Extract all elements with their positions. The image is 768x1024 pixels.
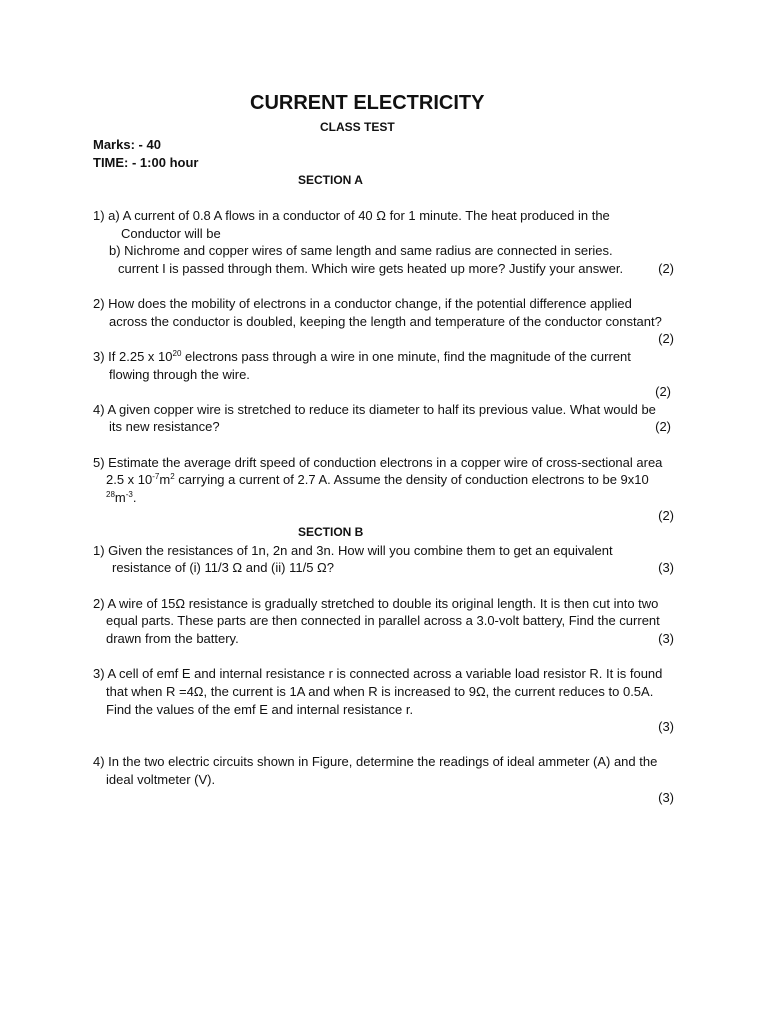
marks-value: (3) <box>658 719 674 734</box>
marks-value: (2) <box>658 331 674 346</box>
marks-value: (2) <box>658 261 674 276</box>
question-text: 4) In the two electric circuits shown in Figure, determine the readings of ideal ammeter (A) and the <box>93 754 658 769</box>
exponent: 2 <box>170 472 175 481</box>
question-text: 3) A cell of emf E and internal resistance r is connected across a variable load resistor R. It is found <box>93 666 663 681</box>
marks-value: (2) <box>658 508 674 523</box>
question-text: its new resistance? <box>109 419 220 434</box>
marks-value: (3) <box>658 560 674 575</box>
subtitle: CLASS TEST <box>320 120 395 134</box>
question-text: 1) Given the resistances of 1n, 2n and 3n. How will you combine them to get an equivalent <box>93 543 613 558</box>
question-text: that when R =4Ω, the current is 1A and when R is increased to 9Ω, the current reduces to 0.5A. <box>106 684 654 699</box>
question-text: 2) A wire of 15Ω resistance is gradually stretched to double its original length. It is then cut into two <box>93 596 659 611</box>
text-segment: m <box>159 472 171 487</box>
question-text: flowing through the wire. <box>109 367 250 382</box>
marks-value: (3) <box>658 790 674 805</box>
question-text: 4) A given copper wire is stretched to reduce its diameter to half its previous value. What would be <box>93 402 656 417</box>
text-segment: m <box>114 490 126 505</box>
marks-label: Marks: - 40 <box>93 137 161 152</box>
marks-value: (2) <box>655 384 671 399</box>
question-text: b) Nichrome and copper wires of same length and same radius are connected in series. <box>109 243 613 258</box>
question-text: equal parts. These parts are then connected in parallel across a 3.0-volt battery, Find the current <box>106 613 660 628</box>
question-text <box>93 348 631 365</box>
text-segment: 2.5 x 10 <box>106 472 153 487</box>
marks-value: (2) <box>655 419 671 434</box>
text-segment: . <box>132 490 137 505</box>
question-text: Find the values of the emf E and internal resistance r. <box>106 702 414 717</box>
exponent: -7 <box>152 472 160 481</box>
question-text: 1) a) A current of 0.8 A flows in a conductor of 40 Ω for 1 minute. The heat produced in the <box>93 208 610 223</box>
section-b-heading: SECTION B <box>298 525 364 539</box>
question-text: across the conductor is doubled, keeping the length and temperature of the conductor constant? <box>109 314 662 329</box>
text-segment: electrons pass through a wire in one minute, find the magnitude of the current <box>181 349 631 364</box>
question-text: 5) Estimate the average drift speed of conduction electrons in a copper wire of cross-sectional area <box>93 455 663 470</box>
marks-value: (3) <box>658 631 674 646</box>
exponent: 20 <box>172 349 182 358</box>
text-segment: carrying a current of 2.7 A. Assume the density of conduction electrons to be 9x10 <box>174 472 649 487</box>
question-text <box>106 489 137 506</box>
exponent: 28 <box>106 490 115 499</box>
section-a-heading: SECTION A <box>298 173 363 187</box>
question-text <box>106 471 649 488</box>
text-segment: 3) If 2.25 x 10 <box>93 349 173 364</box>
page-title: CURRENT ELECTRICITY <box>250 92 485 114</box>
question-text: resistance of (i) 11/3 Ω and (ii) 11/5 Ω? <box>112 560 334 575</box>
question-text: 2) How does the mobility of electrons in a conductor change, if the potential difference applied <box>93 296 632 311</box>
question-text: ideal voltmeter (V). <box>106 772 216 787</box>
question-text: current I is passed through them. Which wire gets heated up more? Justify your answer. <box>118 261 624 276</box>
question-text: drawn from the battery. <box>106 631 239 646</box>
time-label: TIME: - 1:00 hour <box>93 155 199 170</box>
question-text: Conductor will be <box>121 226 221 241</box>
exponent: -3 <box>125 490 133 499</box>
